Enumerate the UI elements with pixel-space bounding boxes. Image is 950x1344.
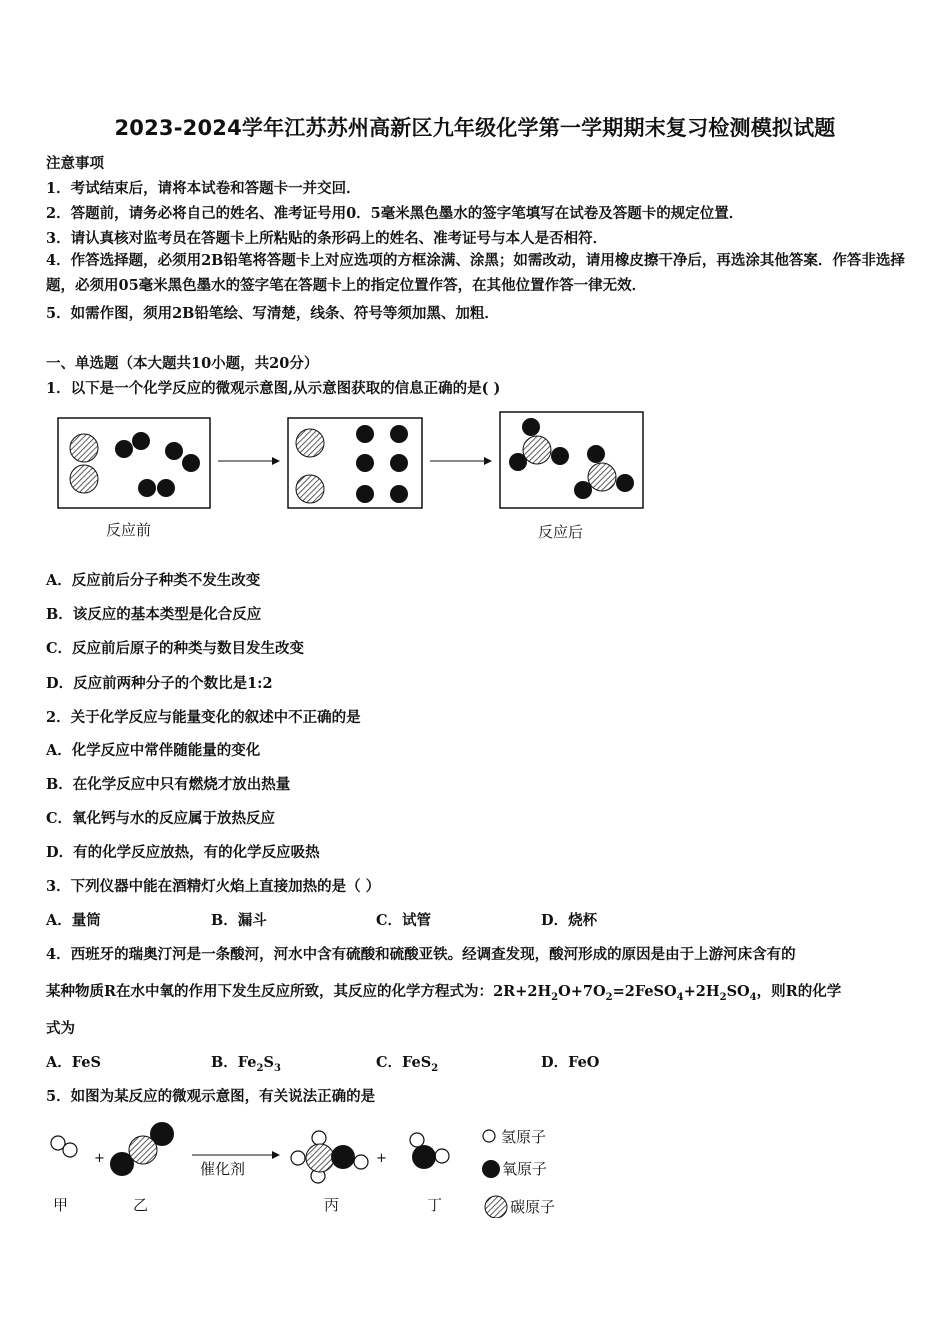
- notice-item: 5．如需作图，须用2B铅笔绘、写清楚，线条、符号等须加黑、加粗．: [46, 305, 499, 322]
- legend-carbon: 碳原子: [510, 1198, 556, 1216]
- black-atom: [587, 445, 605, 463]
- notice-item: 3．请认真核对监考员在答题卡上所粘贴的条形码上的姓名、准考证号与本人是否相符．: [46, 230, 608, 247]
- option-d: D．反应前两种分子的个数比是1:2: [46, 675, 273, 692]
- arrow-head: [272, 457, 280, 465]
- black-atom: [522, 418, 540, 436]
- black-atom: [356, 425, 374, 443]
- black-atom: [115, 440, 133, 458]
- option-b: B．$Fe_2S_3$: [211, 1054, 281, 1074]
- legend-oxygen-icon: [482, 1160, 500, 1178]
- question-1-stem: 1．以下是一个化学反应的微观示意图,从示意图获取的信息正确的是( ): [46, 380, 501, 397]
- plus-sign: +: [94, 1151, 105, 1166]
- hatched-atom: [523, 436, 551, 464]
- option-d: D．FeO: [541, 1054, 600, 1071]
- option-d: D．有的化学反应放热，有的化学反应吸热: [46, 844, 320, 861]
- question-3-stem: 3．下列仪器中能在酒精灯火焰上直接加热的是（ ）: [46, 878, 381, 895]
- equation: $2R+2H_2O+7O_2=2FeSO_4+2H_2SO_4$: [493, 983, 757, 1003]
- notice-item: 1．考试结束后，请将本试卷和答题卡一并交回．: [46, 180, 361, 197]
- black-atom: [390, 485, 408, 503]
- carbon-atom: [129, 1136, 157, 1164]
- black-atom: [138, 479, 156, 497]
- legend-hydrogen: 氢原子: [501, 1128, 547, 1146]
- plus-sign: +: [376, 1151, 387, 1166]
- black-atom: [356, 454, 374, 472]
- section-heading: 一、单选题（本大题共10小题，共20分）: [46, 355, 319, 372]
- option-a: A．FeS: [46, 1054, 101, 1071]
- question-4-line2: 某种物质R在水中氧的作用下发生反应所致，其反应的化学方程式为：$2R+2H_2O+7O_2=2FeSO_4+2H_2SO_4$，则R的化学: [46, 983, 842, 1003]
- label-after: 反应后: [538, 523, 584, 541]
- option-c: C．试管: [376, 912, 432, 929]
- reaction-diagram-q5: [44, 1118, 584, 1218]
- hatched-atom: [70, 465, 98, 493]
- catalyst-label: 催化剂: [200, 1160, 246, 1178]
- arrow-head: [484, 457, 492, 465]
- question-4-line3: 式为: [46, 1020, 75, 1037]
- hatched-atom: [296, 429, 324, 457]
- black-atom: [551, 447, 569, 465]
- option-c: C．氧化钙与水的反应属于放热反应: [46, 810, 276, 827]
- black-atom: [356, 485, 374, 503]
- black-atom: [132, 432, 150, 450]
- option-a: A．反应前后分子种类不发生改变: [46, 572, 261, 589]
- hydrogen-atom: [63, 1143, 77, 1157]
- hatched-atom: [70, 434, 98, 462]
- option-a: A．量筒: [46, 912, 101, 929]
- option-b: B．漏斗: [211, 912, 267, 929]
- option-a: A．化学反应中常伴随能量的变化: [46, 742, 261, 759]
- hydrogen-atom: [354, 1155, 368, 1169]
- hatched-atom: [588, 463, 616, 491]
- oxygen-atom: [412, 1145, 436, 1169]
- option-c: C．反应前后原子的种类与数目发生改变: [46, 640, 305, 657]
- notice-item: 2．答题前，请务必将自己的姓名、准考证号用0．5毫米黑色墨水的签字笔填写在试卷及答题卡的规定位置．: [46, 205, 744, 222]
- black-atom: [157, 479, 175, 497]
- black-atom: [165, 442, 183, 460]
- black-atom: [390, 454, 408, 472]
- option-b: B．在化学反应中只有燃烧才放出热量: [46, 776, 291, 793]
- label-bing: 丙: [324, 1196, 340, 1214]
- option-d: D．烧杯: [541, 912, 598, 929]
- legend-carbon-icon: [485, 1196, 507, 1218]
- label-jia: 甲: [53, 1196, 69, 1214]
- hatched-atom: [296, 475, 324, 503]
- hydrogen-atom: [435, 1149, 449, 1163]
- question-2-stem: 2．关于化学反应与能量变化的叙述中不正确的是: [46, 709, 361, 726]
- label-ding: 丁: [427, 1196, 443, 1214]
- hydrogen-atom: [312, 1131, 326, 1145]
- option-c: C．FeS$_2$: [376, 1054, 439, 1074]
- black-atom: [616, 474, 634, 492]
- legend-hydrogen-icon: [483, 1130, 495, 1142]
- hydrogen-atom: [291, 1151, 305, 1165]
- legend-oxygen: 氧原子: [502, 1160, 548, 1178]
- page-title: 2023-2024学年江苏苏州高新区九年级化学第一学期期末复习检测模拟试题: [114, 116, 836, 140]
- hydrogen-atom: [410, 1133, 424, 1147]
- arrow-head: [272, 1151, 280, 1159]
- label-before: 反应前: [106, 521, 152, 539]
- oxygen-atom: [331, 1145, 355, 1169]
- option-b: B．该反应的基本类型是化合反应: [46, 606, 262, 623]
- black-atom: [182, 454, 200, 472]
- notice-item: 4．作答选择题，必须用2B铅笔将答题卡上对应选项的方框涂满、涂黑；如需改动，请用橡皮擦干净后，再选涂其他答案．作答非选择题，必须用05毫米黑色墨水的签字笔在答题卡上的指定位置作答，在其他位置作答一律无效．: [46, 252, 905, 294]
- question-5-stem: 5．如图为某反应的微观示意图，有关说法正确的是: [46, 1088, 376, 1105]
- black-atom: [390, 425, 408, 443]
- label-yi: 乙: [133, 1196, 149, 1214]
- carbon-atom: [306, 1144, 334, 1172]
- notice-heading: 注意事项: [46, 155, 104, 172]
- question-4-line1: 4．西班牙的瑞奥汀河是一条酸河，河水中含有硫酸和硫酸亚铁。经调查发现，酸河形成的原因是由于上游河床含有的: [46, 946, 796, 963]
